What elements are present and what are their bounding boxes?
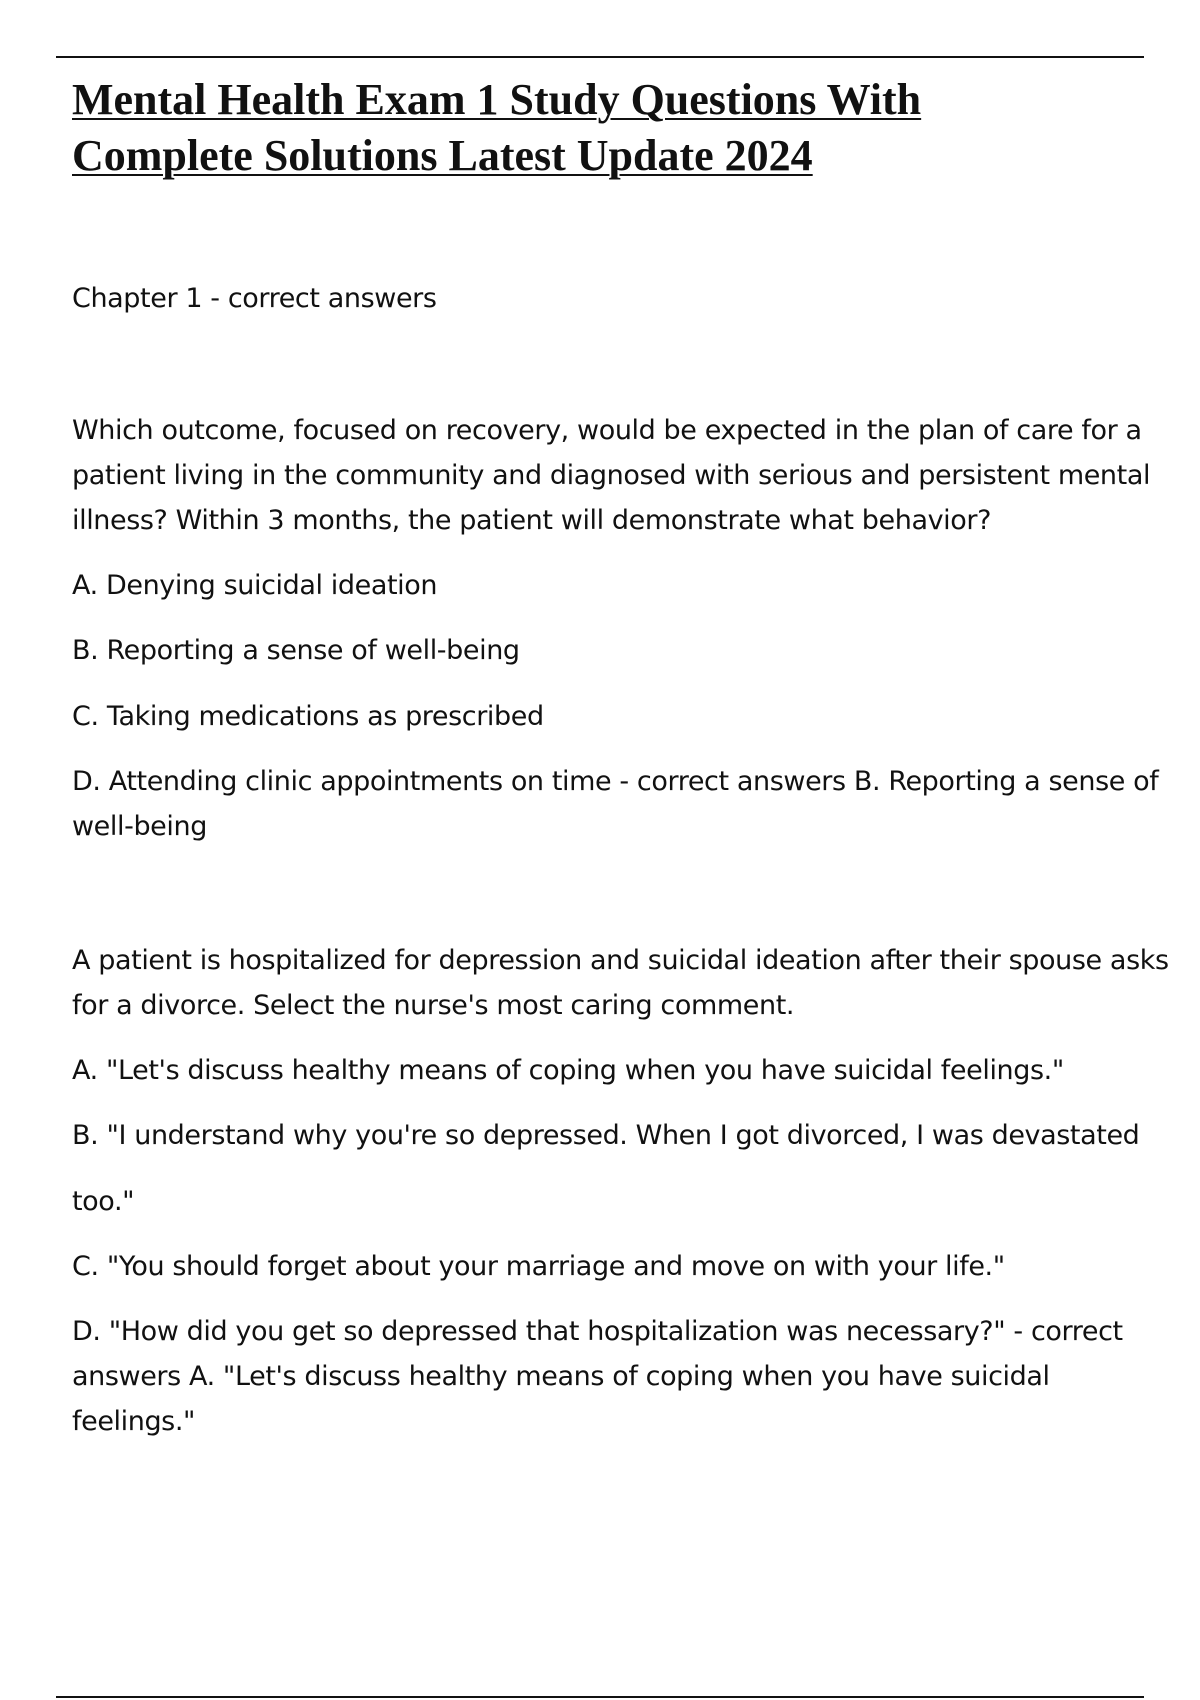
question-1-option-c (72, 694, 1172, 739)
question-1-stem-line: illness? Within 3 months, the patient will demonstrate what behavior? (72, 505, 992, 536)
document-title (72, 72, 1112, 184)
question-2-option-b-continued (72, 1179, 1172, 1224)
question-1-stem (72, 408, 1172, 543)
option-line: D. Attending clinic appointments on time - correct answers B. Reporting a sense of (72, 766, 1159, 797)
option-line: too." (72, 1186, 135, 1217)
option-line: B. "I understand why you're so depressed. When I got divorced, I was devastated (72, 1120, 1140, 1151)
question-1-stem-line: patient living in the community and diagnosed with serious and persistent mental (72, 460, 1151, 491)
question-1-option-a (72, 563, 1172, 608)
option-line: A. "Let's discuss healthy means of coping when you have suicidal feelings." (72, 1055, 1064, 1086)
option-line: B. Reporting a sense of well-being (72, 635, 520, 666)
question-1-option-b (72, 628, 1172, 673)
question-2-option-b (72, 1113, 1172, 1158)
chapter-heading-text: Chapter 1 - correct answers (72, 283, 437, 314)
option-line: answers A. "Let's discuss healthy means of coping when you have suicidal (72, 1361, 1050, 1392)
question-1-option-d-with-answer (72, 759, 1172, 849)
question-2-stem-line: A patient is hospitalized for depression and suicidal ideation after their spouse asks (72, 945, 1169, 976)
option-line: feelings." (72, 1406, 196, 1437)
top-rule (56, 56, 1144, 58)
option-line: A. Denying suicidal ideation (72, 570, 438, 601)
question-2-stem-line: for a divorce. Select the nurse's most caring comment. (72, 990, 795, 1021)
question-2-option-d-with-answer (72, 1309, 1172, 1444)
option-line: C. "You should forget about your marriage and move on with your life." (72, 1251, 1005, 1282)
chapter-heading (72, 276, 1172, 321)
option-line: D. "How did you get so depressed that hospitalization was necessary?" - correct (72, 1316, 1123, 1347)
question-2-option-a (72, 1048, 1172, 1093)
option-line: well-being (72, 811, 207, 842)
question-2-option-c (72, 1244, 1172, 1289)
title-line-2: Complete Solutions Latest Update 2024 (72, 131, 813, 180)
bottom-rule (56, 1696, 1144, 1698)
option-line: C. Taking medications as prescribed (72, 701, 544, 732)
title-line-1: Mental Health Exam 1 Study Questions With (72, 75, 922, 124)
question-1-stem-line: Which outcome, focused on recovery, would be expected in the plan of care for a (72, 415, 1142, 446)
question-2-stem (72, 938, 1172, 1028)
